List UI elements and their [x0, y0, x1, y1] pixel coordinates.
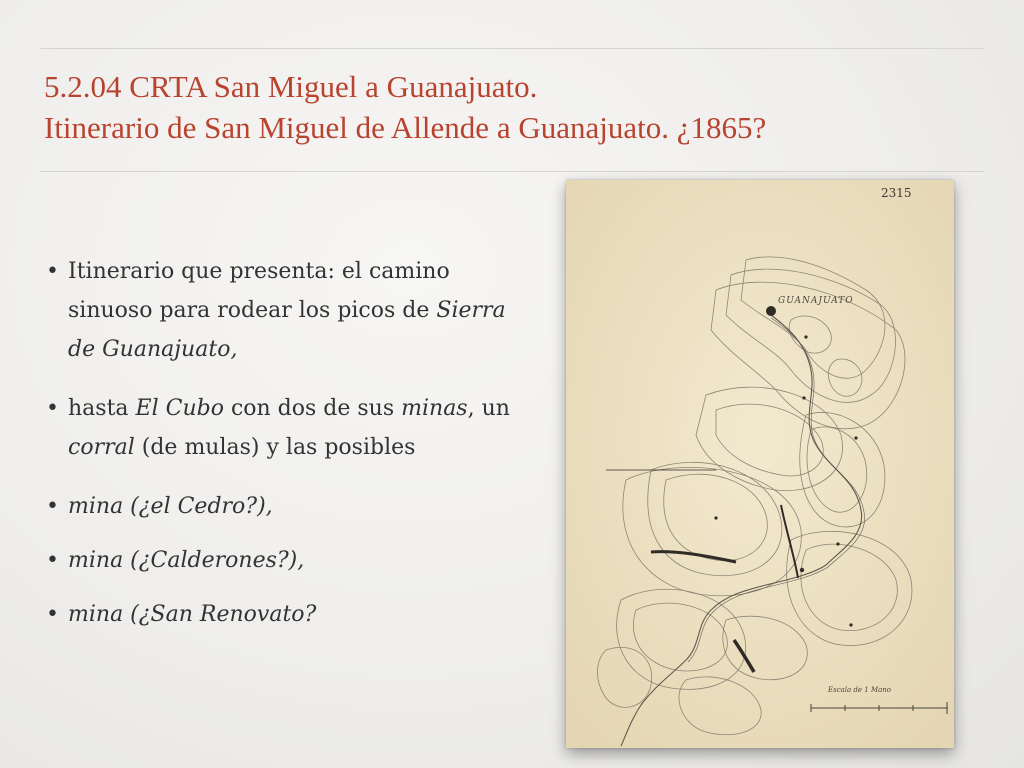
mine-dot: [714, 516, 717, 519]
map-place-label: GUANAJUATO: [778, 296, 854, 306]
mine-dot: [849, 623, 852, 626]
bullet-text: , un: [467, 396, 510, 421]
bullet-text-italic: ,: [230, 337, 238, 362]
bullet-item: [46, 487, 516, 526]
bullet-dot-icon: •: [46, 494, 59, 519]
bullet-dot-icon: •: [46, 602, 59, 627]
bullet-text-italic: mina (¿San Renovato?: [68, 602, 317, 627]
bullet-list: [46, 252, 516, 649]
bullet-dot-icon: •: [46, 548, 59, 573]
bullet-text: (de mulas) y las posibles: [134, 435, 416, 460]
title-line-1: 5.2.04 CRTA San Miguel a Guanajuato.: [44, 69, 538, 104]
city-marker: [766, 306, 776, 316]
mine-dot: [800, 568, 804, 572]
bullet-text-italic: Sierra de Guanajuato: [68, 298, 506, 362]
bullet-text-italic: mina (¿Calderones?),: [68, 548, 305, 573]
bullet-dot-icon: •: [46, 259, 59, 284]
mine-dot: [854, 436, 857, 439]
bullet-text-italic: El Cubo: [135, 396, 224, 421]
historic-map-image: [566, 180, 954, 748]
top-divider: [40, 48, 984, 49]
mine-dot: [836, 542, 839, 545]
title-divider: [40, 171, 984, 172]
mine-dot: [802, 396, 805, 399]
bullet-text: con dos de sus: [223, 396, 402, 421]
bullet-text-italic: corral: [68, 435, 135, 460]
title-line-2: Itinerario de San Miguel de Allende a Guanajuato. ¿1865?: [44, 110, 767, 145]
mine-dot: [804, 335, 807, 338]
map-scale-label: Escala de 1 Mano: [828, 686, 892, 694]
map-sheet-number: 2315: [881, 186, 912, 200]
bullet-item: [46, 389, 516, 467]
bullet-text: hasta: [68, 396, 136, 421]
slide-title: [44, 66, 984, 148]
map-drawing: [566, 180, 954, 748]
bullet-item: [46, 541, 516, 580]
bullet-dot-icon: •: [46, 396, 59, 421]
bullet-text: Itinerario que presenta: el camino sinuoso para rodear los picos de: [68, 259, 450, 323]
bullet-item: [46, 595, 516, 634]
map-paper: [566, 180, 954, 748]
bullet-text-italic: minas: [401, 396, 468, 421]
bullet-text-italic: mina (¿el Cedro?),: [68, 494, 273, 519]
bullet-item: [46, 252, 516, 369]
